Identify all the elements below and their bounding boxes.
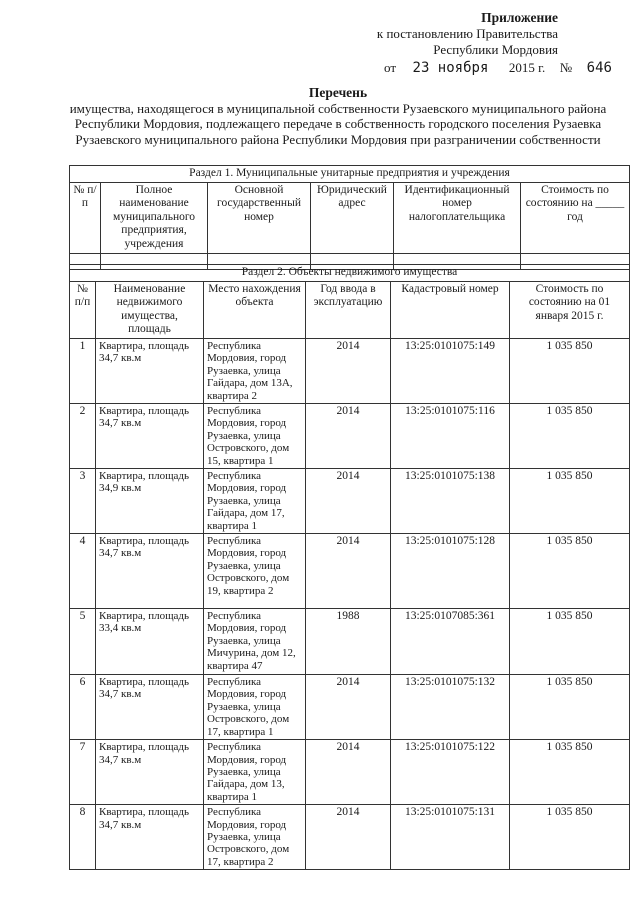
- table-row: [70, 338, 630, 403]
- table-row: [70, 404, 630, 469]
- table-row: [70, 469, 630, 534]
- commission-year: 2014: [306, 740, 391, 805]
- commission-year: 1988: [306, 609, 391, 675]
- section2-title: Раздел 2. Объекты недвижимого имущества: [70, 265, 630, 282]
- section1-title: Раздел 1. Муниципальные унитарные предприятия и учреждения: [70, 166, 630, 183]
- cadastral-number: 13:25:0101075:132: [391, 675, 510, 740]
- cadastral-number: 13:25:0101075:138: [391, 469, 510, 534]
- table-row: [70, 534, 630, 609]
- commission-year: 2014: [306, 469, 391, 534]
- table-row: [70, 675, 630, 740]
- row-number: 3: [70, 469, 96, 534]
- appendix-block: [377, 10, 558, 58]
- property-name: Квартира, площадь 34,7 кв.м: [96, 534, 204, 609]
- table-row: [70, 609, 630, 675]
- row-number: 2: [70, 404, 96, 469]
- section2-header-cell: Кадастровый номер: [391, 281, 510, 338]
- cadastral-number: 13:25:0101075:131: [391, 805, 510, 870]
- property-value: 1 035 850: [510, 404, 630, 469]
- section1-header-cell: № п/п: [70, 182, 101, 253]
- commission-year: 2014: [306, 534, 391, 609]
- property-address: Республика Мордовия, город Рузаевка, улица Островского, дом 17, квартира 2: [204, 805, 306, 870]
- cadastral-number: 13:25:0101075:116: [391, 404, 510, 469]
- cadastral-number: 13:25:0101075:149: [391, 338, 510, 403]
- property-address: Республика Мордовия, город Рузаевка, улица Мичурина, дом 12, квартира 47: [204, 609, 306, 675]
- section2-header-cell: Стоимость по состоянию на 01 января 2015 г.: [510, 281, 630, 338]
- commission-year: 2014: [306, 338, 391, 403]
- property-value: 1 035 850: [510, 338, 630, 403]
- appendix-line-2: Республики Мордовия: [433, 42, 558, 57]
- section1-header-cell: Идентификационный номер налогоплательщика: [394, 182, 521, 253]
- property-value: 1 035 850: [510, 469, 630, 534]
- property-address: Республика Мордовия, город Рузаевка, улица Островского, дом 19, квартира 2: [204, 534, 306, 609]
- property-value: 1 035 850: [510, 675, 630, 740]
- decree-date-line: [384, 60, 612, 76]
- list-heading: [58, 85, 618, 147]
- property-value: 1 035 850: [510, 740, 630, 805]
- table-row: [70, 740, 630, 805]
- property-name: Квартира, площадь 33,4 кв.м: [96, 609, 204, 675]
- section2-table: [69, 264, 630, 870]
- section1-header-cell: Полное наименование муниципального предприятия, учреждения: [101, 182, 208, 253]
- section2-header-cell: Год ввода в эксплуатацию: [306, 281, 391, 338]
- section1-header-cell: Юридический адрес: [311, 182, 394, 253]
- cadastral-number: 13:25:0107085:361: [391, 609, 510, 675]
- decree-number-handwritten: 646: [586, 60, 612, 76]
- property-address: Республика Мордовия, город Рузаевка, улица Гайдара, дом 13, квартира 1: [204, 740, 306, 805]
- appendix-title: Приложение: [481, 10, 558, 25]
- row-number: 7: [70, 740, 96, 805]
- cadastral-number: 13:25:0101075:128: [391, 534, 510, 609]
- property-address: Республика Мордовия, город Рузаевка, улица Островского, дом 17, квартира 1: [204, 675, 306, 740]
- property-value: 1 035 850: [510, 805, 630, 870]
- property-name: Квартира, площадь 34,7 кв.м: [96, 805, 204, 870]
- section2-header-cell: Наименование недвижимого имущества, площадь: [96, 281, 204, 338]
- section1-header-cell: Основной государственный номер: [208, 182, 311, 253]
- row-number: 1: [70, 338, 96, 403]
- property-address: Республика Мордовия, город Рузаевка, улица Гайдара, дом 13А, квартира 2: [204, 338, 306, 403]
- list-description: имущества, находящегося в муниципальной собственности Рузаевского муниципального района Республики Мордовия, подлежащего передаче в собственность городского поселения Рузаевка Рузаевского муниципального района Республики Мордовия при разграничении собственности: [69, 100, 607, 147]
- row-number: 6: [70, 675, 96, 740]
- section2-header-cell: Место нахождения объекта: [204, 281, 306, 338]
- table-row: [70, 805, 630, 870]
- row-number: 4: [70, 534, 96, 609]
- section1-header-cell: Стоимость по состоянию на _____ год: [521, 182, 630, 253]
- property-address: Республика Мордовия, город Рузаевка, улица Островского, дом 15, квартира 1: [204, 404, 306, 469]
- decree-year: 2015 г.: [508, 60, 546, 75]
- property-value: 1 035 850: [510, 609, 630, 675]
- property-name: Квартира, площадь 34,9 кв.м: [96, 469, 204, 534]
- date-prefix: от: [384, 60, 397, 75]
- section2-header-cell: № п/п: [70, 281, 96, 338]
- property-address: Республика Мордовия, город Рузаевка, улица Гайдара, дом 17, квартира 1: [204, 469, 306, 534]
- decree-date-handwritten: 23 ноября: [412, 60, 489, 76]
- property-name: Квартира, площадь 34,7 кв.м: [96, 675, 204, 740]
- commission-year: 2014: [306, 805, 391, 870]
- number-sign: №: [559, 60, 573, 75]
- list-title: Перечень: [308, 85, 368, 100]
- cadastral-number: 13:25:0101075:122: [391, 740, 510, 805]
- property-name: Квартира, площадь 34,7 кв.м: [96, 338, 204, 403]
- commission-year: 2014: [306, 675, 391, 740]
- commission-year: 2014: [306, 404, 391, 469]
- row-number: 5: [70, 609, 96, 675]
- appendix-line-1: к постановлению Правительства: [376, 26, 558, 41]
- row-number: 8: [70, 805, 96, 870]
- property-name: Квартира, площадь 34,7 кв.м: [96, 740, 204, 805]
- section1-table: [69, 165, 630, 270]
- property-value: 1 035 850: [510, 534, 630, 609]
- property-name: Квартира, площадь 34,7 кв.м: [96, 404, 204, 469]
